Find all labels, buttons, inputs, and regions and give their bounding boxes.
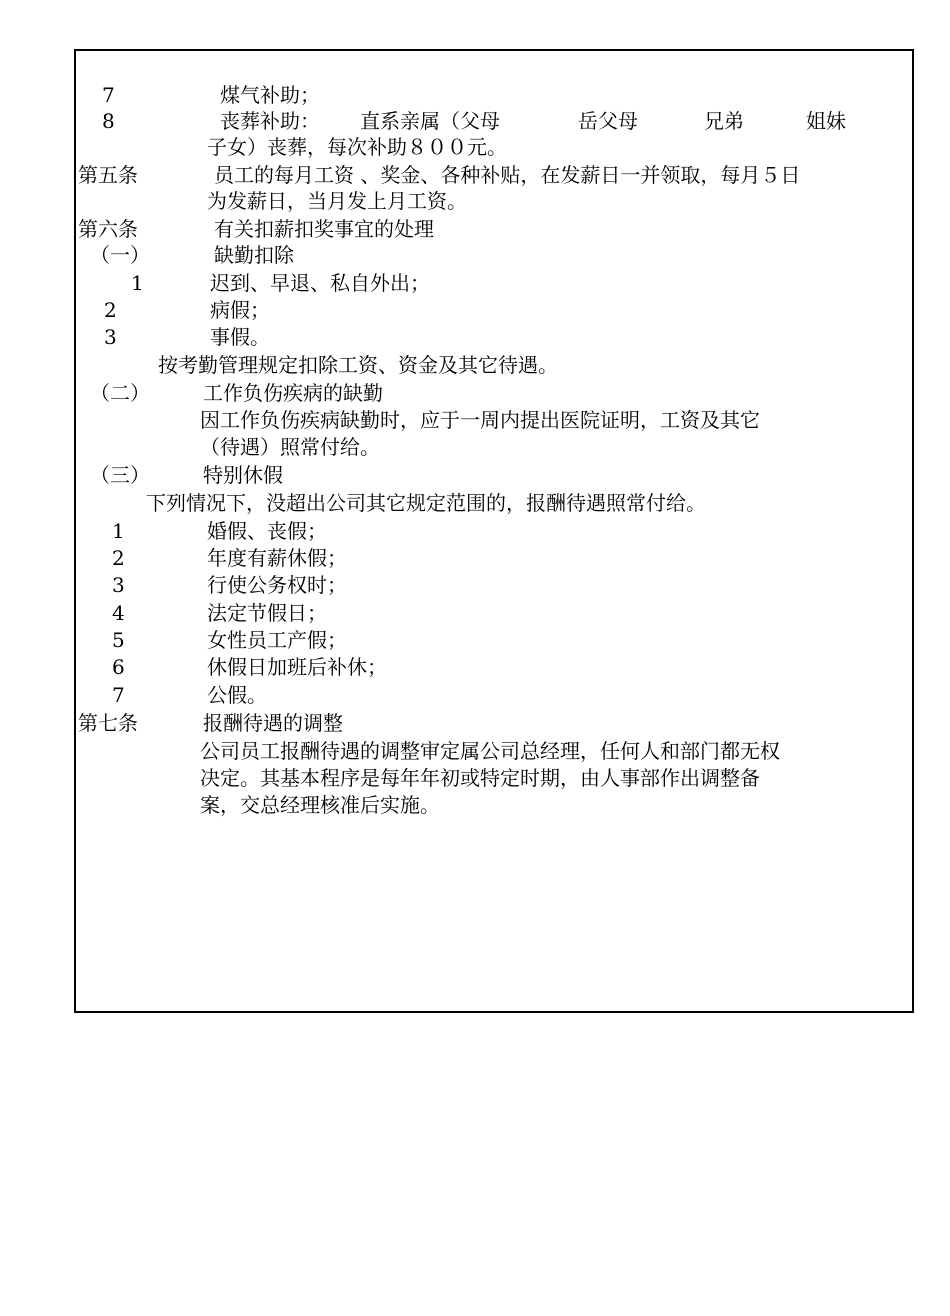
item-number: 8 [102,109,115,133]
article-label: 第六条 [78,217,138,241]
relative-brothers: 兄弟 [704,109,744,133]
list-number: 3 [112,573,125,597]
article-label: 第五条 [78,163,138,187]
list-item: 法定节假日； [207,601,327,625]
part-title: 缺勤扣除 [214,243,294,267]
list-number: 5 [112,628,125,652]
list-item: 女性员工产假； [207,628,347,652]
item-text: 煤气补助； [220,83,320,107]
relative-parents: 直系亲属（父母 [360,109,500,133]
part-label: （二） [90,381,150,405]
article-text: 为发薪日，当月发上月工资。 [207,189,467,213]
article-title: 有关扣薪扣奖事宜的处理 [214,217,434,241]
list-number: 2 [112,546,125,570]
list-number: 6 [112,655,125,679]
list-item: 病假； [210,298,270,322]
list-number: 1 [112,519,125,543]
item-text: 丧葬补助： [220,109,320,133]
article-label: 第七条 [78,711,138,735]
list-number: 3 [104,325,117,349]
article-title: 报酬待遇的调整 [203,711,343,735]
list-item: 迟到、早退、私自外出； [210,271,430,295]
article-text: 决定。其基本程序是每年年初或特定时期，由人事部作出调整备 [200,766,760,790]
list-item: 年度有薪休假； [207,546,347,570]
part-text: （待遇）照常付给。 [200,435,380,459]
relative-sisters: 姐妹 [806,109,846,133]
part-title: 特别休假 [203,463,283,487]
part-note: 按考勤管理规定扣除工资、资金及其它待遇。 [158,353,558,377]
list-item: 事假。 [210,325,270,349]
list-number: 2 [104,298,117,322]
part-label: （一） [90,243,150,267]
list-item: 婚假、丧假； [207,519,327,543]
part-text: 因工作负伤疾病缺勤时，应于一周内提出医院证明，工资及其它 [200,408,760,432]
part-label: （三） [90,463,150,487]
article-text: 公司员工报酬待遇的调整审定属公司总经理，任何人和部门都无权 [200,739,780,763]
part-title: 工作负伤疾病的缺勤 [203,381,383,405]
list-number: 1 [131,271,144,295]
item-continuation: 子女）丧葬，每次补助８００元。 [207,135,507,159]
article-text: 员工的每月工资 、奖金、各种补贴，在发薪日一并领取，每月５日 [214,163,801,187]
list-item: 公假。 [207,683,267,707]
document-frame [74,49,914,1013]
item-number: 7 [102,83,115,107]
article-text: 案，交总经理核准后实施。 [200,793,440,817]
list-number: 7 [112,683,125,707]
list-number: 4 [112,601,125,625]
list-item: 行使公务权时； [207,573,347,597]
part-intro: 下列情况下，没超出公司其它规定范围的，报酬待遇照常付给。 [146,491,706,515]
list-item: 休假日加班后补休； [207,655,387,679]
relative-in-laws: 岳父母 [578,109,638,133]
